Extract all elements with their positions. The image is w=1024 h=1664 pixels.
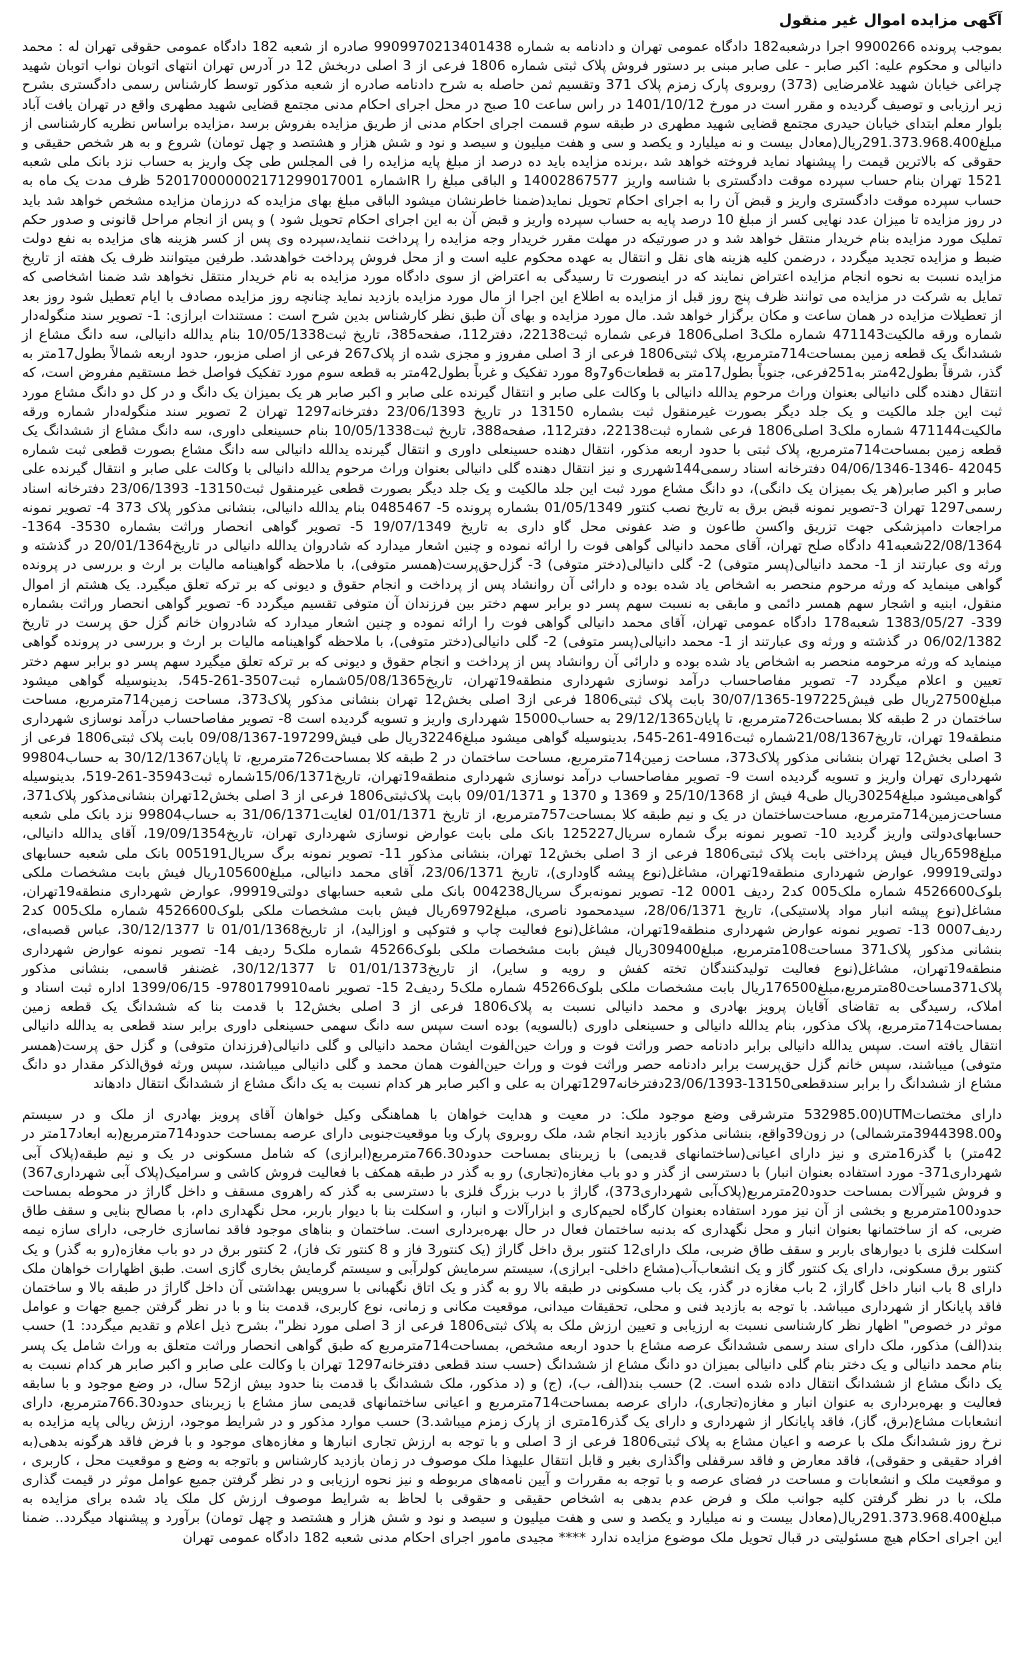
paragraph-separator [22,1094,1002,1106]
notice-paragraph-property-valuation: دارای مختصاتUTM(532985.00 مترشرقی وضع موجود ملک: در معیت و هدایت خواهان با هماهنگی وکیل خواهان آقای پرویز بهادری از ملک و در سیستم و3944398.00مترشمالی) در زون39واقع، بنشانی مذکور بازدید انجام شد، ملک روبروی پارک وبا موقعیت‌جنوبی دارای عرصه بمساحت حدود714مترمربع(به ابعاد17متر در 42متر) با گذر16متری و نیز دارای اعیانی(ساختمانهای قدیمی) با زیربنای بمساحت حدود766.30مترمربع(ابرازی) که شامل مسکونی در یک و نیم طبقه(پلاک آبی شهرداری371- مورد استفاده بعنوان انبار) با دسترسی از گذر و دو باب مغازه(تجاری) رو به گذر در طبقه همکف با فعالیت فروش کاشی و سرامیک(پلاک آبی شهرداری367) و فروش شیرآلات بمساحت حدود20مترمربع(پلاک‌آبی شهرداری373)، گاراژ با درب بزرگ فلزی با دسترسی به گذر که راهروی مسقف و داخل گاراژ در محوطه بمساحت حدود100مترمربع و بخشی از آن نیز مورد استفاده بعنوان کارگاه لحیم‌کاری و ابزارآلات و انبار، و اسکلت بنا با دیوار باربر، محل نگهداری دام، با مصالح بنایی و سقف طاق ضربی، که از ساختمانها بعنوان انبار و محل نگهداری که بدنبه ساختمان فعال در حال بهره‌برداری است. ساختمان و بناهای موجود فاقد نماسازی خارجی، دارای سازه نیمه اسکلت فلزی با دیوارهای باربر و سقف طاق ضربی، ملک دارای12 کنتور برق داخل گاراژ (یک کنتور3 فاز و 8 کنتور تک فاز)، 2 کنتور برق در دو باب مغازه(رو به گذر) و یک کنتور برق مسکونی، دارای یک کنتور گاز و یک انشعاب‌آب(مشاع داخلی- ابرازی)، سیستم سرمایش کولرآبی و سیستم گرمایش بخاری گازی است. طبق اظهارات خواهان ملک دارای 8 باب انبار داخل گاراژ، 2 باب مغازه در گذر، یک باب مسکونی در طبقه بالا رو به گذر و یک اتاق نگهبانی با سرویس بهداشتی آن داخل گاراژ در طبقه بالا و ساختمان فاقد پایانکار از شهرداری میباشد. با توجه به بازدید فنی و محلی، تحقیقات میدانی، موقعیت مکانی و زمانی، نوع کاربری، قدمت بنا و با در نظر گرفتن جمیع جهات و عوامل موثر در خصوص" اظهار نظر کارشناسی نسبت به ارزیابی و تعیین ارزش ملک به پلاک ثبتی1806 فرعی از 3 اصلی مورد نظر"، بشرح ذیل اعلام و تقدیم میگردد: 1) حسب بند(الف) مذکور، ملک دارای سند رسمی ششدانگ عرصه مشاع با حدود اربعه مشخص، بمساحت714مترمربع که طبق گواهی انحصار وراثت متعلق به وراث شامل یک پسر بنام محمد دانیالی و یک دختر بنام گلی دانیالی بمیزان دو دانگ مشاع از ششدانگ (حسب سند قطعی دفترخانه1297 تهران با وکالت علی صابر و اکبر صابر هر کدام نسبت به یک دانگ مشاع از ششدانگ انتقال داده شده است. 2) حسب بند(الف، ب)، (ج) و (د مذکور، ملک ششدانگ با قدمت بنا حدود بیش از52 سال، در وضع موجود و با سابقه فعالیت و بهره‌برداری به عنوان انبار و مغازه(تجاری)، دارای عرصه بمساحت714مترمربع و اعیانی ساختمانهای قدیمی ساز مشاع با زیربنای حدود766.30مترمربع، دارای انشعابات مشاع(برق، گاز)، فاقد پایانکار از شهرداری و دارای یک گذر16متری از پارک زمزم میباشد.3) حسب موارد مذکور و در شرایط موجود، ارزش ریالی پایه مزایده به نرخ روز ششدانگ ملک با عرصه و اعیان مشاع به پلاک ثبتی1806 فرعی از 3 اصلی و با توجه به ارزش تجاری انبارها و مغازه‌های موجود و با فرض فاقد هرگونه بدهی(به افراد حقیقی و حقوقی)، فاقد معارض و فاقد سرقفلی واگذاری بغیر و قابل انتقال علیهذا ملک موصوف در زمان بازدید کارشناس و باتوجه به وضع و موقعیت محل ، کاربری ، و موقعیت ملک و انشعابات و مساحت در فضای عرصه و با توجه به مقررات و آیین نامه‌های مربوطه و نیز نحوه ارزیابی و در نظر گرفتن جمیع عوامل موثر در قیمت گذاری ملک، با در نظر گرفتن کلیه جوانب ملک و فرض عدم بدهی به اشخاص حقیقی و حقوقی با لحاظ به شرایط موصوف ارزش کل ملک یاد شده برای مزایده به مبلغ291.373.968.400ریال(معادل بیست و نه میلیارد و یکصد و سی و هفت میلیون و سیصد و نود و شش هزار و هشتصد و چهل تومان) برآورد و پیشنهاد میگردد.. ضمنا این اجرای احکام هیچ مسئولیتی در قبال تحویل ملک موضوع مزایده ندارد **** مجیدی مامور اجرای احکام مدنی شعبه 182 دادگاه عمومی تهران [22,1107,1003,1546]
notice-paragraph-case-details: بموجب پرونده 9900266 اجرا درشعبه182 دادگاه عمومی تهران و دادنامه به شماره 9909970213401438 صادره از شعبه 182 دادگاه عمومی حقوقی تهران له : محمد دانیالی و محکوم علیه: اکبر صابر - علی صابر مبنی بر دستور فروش پلاک ثبتی شماره 1806 فرعی از 3 اصلی دربخش 12 در آدرس تهران انتهای اتوبان نواب اتوبان شهید چراغی خیابان شهید غلامرضایی (373) روبروی پارک زمزم پلاک 371 وتقسیم ثمن حاصله به شرح دادنامه صادره از شعبه مذکور توسط کارشناس رسمی دادگستری بشرح زیر ارزیابی و توصیف گردیده و مقرر است در مورخ 1401/10/12 در راس ساعت 10 صبح در محل اجرای احکام مدنی مجتمع قضایی شهید مطهری واقع در تهران یافت آباد بلوار معلم ابتدای خیابان حیدری مجتمع قضایی شهید مطهری در طبقه سوم قسمت اجرای احکام مدنی از طریق مزایده بفروش برسد ،مزایده براساس نظریه کارشناسی از مبلغ291.373.968.400ریال(معادل بیست و نه میلیارد و یکصد و سی و هفت میلیون و سیصد و نود و شش هزار و هشتصد و چهل تومان) شروع و به هر شخص حقیقی و حقوقی که بالاترین قیمت را پیشنهاد نماید فروخته خواهد شد ،برنده مزایده باید ده درصد از مبلغ پایه مزایده را فی المجلس طی چک واریز به حساب نزد بانک ملی شعبه 1521 تهران بنام حساب سپرده موقت دادگستری با شناسه واریز 14002867577 و الباقی مبلغ را IRشماره 520170000002171299017001 ظرف مدت یک ماه به حساب سپرده موقت دادگستری واریز و قبض آن را به اجرای احکام تحویل نماید(ضمنا خاطرنشان میشود الباقی مبلغ بهای مزایده که درزمان مزایده مشخص خواهد شد باید در روز مزایده تا میزان عدد نهایی کسر از مبلغ 10 درصد پایه به حساب سپرده واریز و قبض آن به این اجرای احکام تحویل شود ) و پس از انجام مراحل قانونی و صدور حکم تملیک مورد مزایده بنام خریدار منتقل خواهد شد و در صورتیکه در مهلت مقرر خریدار وجه مزایده را پرداخت ننماید،سپرده وی پس از کسر هزینه های مزایده به نفع دولت ضبط و مزایده تجدید میگردد ، درضمن کلیه هزینه های نقل و انتقال به عهده محکوم علیه است و از محل فروش پرداخت خواهدشد. طرفین میتوانند ظرف یک هفته از تاریخ مزایده نسبت به نحوه انجام مزایده اعتراض نمایند که در اینصورت تا رسیدگی به اعتراض از سوی دادگاه مورد مزایده به نام خریدار منتقل نخواهد شد ضمنا اشخاصی که تمایل به شرکت در مزایده می توانند ظرف پنج روز قبل از مزایده به اطلاع این اجرا از مال مورد مزایده بازدید نماید چنانچه روز مزایده مصادف با ایام تعطیل شود روز بعد از تعطیلات مزایده در همان ساعت و مکان برگزار خواهد شد. مال مورد مزایده و بهای آن طبق نظر کارشناس بدین شرح است : مستندات ابرازی: 1- تصویر سند منگوله‌دار شماره ورقه مالکیت471143 شماره ملک3 اصلی1806 فرعی شماره ثبت22138، دفتر112، صفحه385، تاریخ ثبت10/05/1338 بنام یدالله دانیالی، سه دانگ مشاع از ششدانگ یک قطعه زمین بمساحت714مترمربع، پلاک ثبتی1806 فرعی از 3 اصلی مفروز و مجزی شده از پلاک267 فرعی از اصلی مزبور، حدود اربعه شمالاً بطول17متر به گذر، شرقاً بطول42متر به251فرعی، جنوباً بطول17متر به قطعات6و7و8 مورد تفکیک و غرباً بطول42متر به قطعه سوم مورد تفکیک فواصل خط مستقیم مفروض است، که انتقال دهنده گلی دانیالی بعنوان وراث مرحوم یدالله دانیالی با وکالت علی صابر و انتقال گیرنده علی صابر و اکبر صابر هر یک بمیزان یک دانگ و در کل دو دانگ مشاع مورد ثبت این جلد مالکیت و یک جلد دیگر بصورت غیرمنقول ثبت بشماره 13150 در تاریخ 23/06/1393 دفترخانه1297 تهران 2 تصویر سند منگوله‌دار شماره ورقه مالکیت471144 شماره ملک3 اصلی1806 فرعی شماره ثبت22138، دفتر112، صفحه388، تاریخ ثبت10/05/1338 بنام حسینعلی داوری، سه دانگ مشاع از ششدانگ یک قطعه زمین بمساحت714مترمربع، پلاک ثبتی با حدود اربعه مذکور، انتقال دهنده حسینعلی داوری و انتقال گیرنده یدالله دانیالی سه دانگ مشاع بصورت قطعی ثبت شماره 42045 -1346-04/06/1346 دفترخانه اسناد رسمی144شهرری و نیز انتقال دهنده گلی دانیالی بعنوان وراث مرحوم یدالله دانیالی با وکالت علی صابر و انتقال گیرنده علی صابر و اکبر صابر(هر یک بمیزان یک دانگی)، دو دانگ مشاع مورد ثبت این جلد مالکیت و یک جلد دیگر بصورت قطعی غیرمنقول ثبت13150- 23/06/1393 دفترخانه اسناد رسمی1297 تهران 3-تصویر نمونه قبض برق به تاریخ نصب کنتور 01/05/1349 بشماره پرونده 5- 0485467 بنام یدالله دانیالی، بنشانی مذکور پلاک 373 4- تصویر نمونه مراجعات دامپزشکی جهت تزریق واکسن طاعون و ضد عفونی محل گاو داری به تاریخ 19/07/1349 5- تصویر گواهی انحصار وراثت بشماره 3530- 1364- 22/08/1364شعبه41 دادگاه صلح تهران، آقای محمد دانیالی گواهی فوت را ارائه نموده و چنین اشعار میدارد که شادروان یدالله دانیالی در تاریخ20/01/1364 در گذشته و ورثه وی عبارتند از 1- محمد دانیالی(پسر متوفی) 2- گلی دانیالی(دختر متوفی) 3- گزل‌حق‌پرست(همسر متوفی)، با ملاحظه گواهینامه مالیات بر ارث و بررسی در پرونده گواهی مینماید که ورثه مرحوم منحصر به اشخاص یاد شده بوده و دارائی آن روانشاد پس از پرداخت و انجام حقوق و دیونی که بر ترکه تعلق میگیرد. یک هشتم از اموال منقول، ابنیه و اشجار سهم همسر دائمی و مابقی به نسبت سهم پسر دو برابر سهم دختر بین فرزندان آن متوفی تقسیم میگردد 6- تصویر گواهی انحصار وراثت بشماره 339- 1383/05/27 شعبه178 دادگاه عمومی تهران، آقای محمد دانیالی گواهی فوت را ارائه نموده و چنین اشعار میدارد که شادروان خانم گزل حق پرست در تاریخ 06/02/1382 در گذشته و ورثه وی عبارتند از 1- محمد دانیالی(پسر متوفی) 2- گلی دانیالی(دختر متوفی)، با ملاحظه گواهینامه مالیات بر ارث و بررسی در پرونده گواهی مینماید که ورثه مرحومه منحصر به اشخاص یاد شده بوده و دارائی آن روانشاد پس از پرداخت و انجام حقوق و دیونی که بر ترکه تعلق میگیرد سهم پسر دو برابر سهم دختر تعیین و اعلام میگردد 7- تصویر مفاصاحساب درآمد نوسازی شهرداری منطقه19تهران، تاریخ05/08/1365شماره ثبت3507-261-545، بدینوسیله گواهی میشود مبلغ27500ریال طی فیش197225-30/07/1365 بابت پلاک ثبتی1806 فرعی از3 اصلی بخش12 تهران بنشانی مذکور پلاک373، مساحت زمین714مترمربع، مساحت ساختمان در 2 طبقه کلا بمساحت726مترمربع، تا پایان29/12/1365 به حساب15000 شهرداری واریز و تسویه گردیده است 8- تصویر مفاصاحساب درآمد نوسازی شهرداری منطقه19 تهران، تاریخ21/08/1367شماره ثبت4916-261-545، بدینوسیله گواهی میشود مبلغ32246ریال طی فیش197299-09/08/1367 بابت پلاک ثبتی1806 فرعی از 3 اصلی بخش12 تهران بنشانی مذکور پلاک373، مساحت زمین714مترمربع، مساحت ساختمان در 2 طبقه کلا بمساحت726مترمربع، تا پایان30/12/1367 به حساب99804 شهرداری تهران واریز و تسویه گردیده است 9- تصویر مفاصاحساب درآمد نوسازی شهرداری منطقه19تهران، تاریخ15/06/1371شماره ثبت35943-261-519، بدینوسیله گواهی‌میشود مبلغ30254ریال طی4 فیش از 25/10/1368 و 1369 و 1370 و 09/01/1371 بابت پلاک‌ثبتی1806 فرعی از 3 اصلی بخش12تهران بنشانی‌مذکور پلاک371، مساحت‌زمین714مترمربع، مساحت‌ساختمان در یک و نیم طبقه کلا بمساحت757مترمربع، از تاریخ 01/01/1371 لغایت31/06/1371 به حساب99804 نزد بانک ملی شعبه حسابهای‌دولتی واریز گردید 10- تصویر نمونه برگ شماره سریال125227 بانک ملی بابت عوارض نوسازی شهرداری تهران، تاریخ19/09/1354، آقای یدالله دانیالی، مبلغ6598ریال فیش پرداختی بابت پلاک ثبتی1806 فرعی از 3 اصلی بخش12 تهران، بنشانی مذکور 11- تصویر نمونه برگ سریال005191 بانک ملی شعبه حسابهای دولتی99919، عوارض شهرداری منطقه19تهران، مشاغل(نوع پیشه گاوداری)، تاریخ 23/06/1371، آقای محمد دانیالی، مبلغ105600ریال فیش بابت مشخصات ملکی بلوک4526600 شماره ملک005 کد2 ردیف 0001 12- تصویر نمونه‌برگ سریال004238 بانک ملی شعبه حسابهای دولتی99919، عوارض شهرداری منطقه19تهران، مشاغل(نوع پیشه انبار مواد پلاستیکی)، تاریخ 28/06/1371، سیدمحمود ناصری، مبلغ69792ریال فیش بابت مشخصات ملکی بلوک4526600 شماره ملک005 کد2 ردیف0007 13- تصویر نمونه عوارض شهرداری منطقه19تهران، مشاغل(نوع فعالیت چاپ و فتوکپی و اوزالید)، از تاریخ01/01/1368 تا 30/12/1377، عباس قصبه‌ای، بنشانی مذکور پلاک371 مساحت108مترمربع، مبلغ309400ریال فیش بابت مشخصات ملکی بلوک45266 شماره ملک5 ردیف 14- تصویر نمونه عوارض شهرداری منطقه19تهران، مشاغل(نوع فعالیت تولیدکنندگان تخته کفش و رویه و سایر)، از تاریخ01/01/1373 تا 30/12/1377، غضنفر قاسمی، بنشانی مذکور پلاک371مساحت80مترمربع،مبلغ176500ریال بابت مشخصات ملکی بلوک45266 شماره ملک5 ردیف2 15- تصویر نامه9780179910- 1399/06/15 اداره ثبت اسناد و املاک، رسیدگی به تقاضای آقایان پرویز بهادری و محمد دانیالی نسبت به پلاک1806 فرعی از 3 اصلی بخش12 با قدمت بنا که ششدانگ یک قطعه زمین بمساحت714مترمربع، پلاک مذکور، بنام یدالله دانیالی و حسینعلی داوری (بالسویه) بوده است سپس سه دانگ سهمی حسینعلی داوری برابر سند قطعی به یدالله دانیالی انتقال یافته است. سپس یدالله دانیالی برابر دادنامه حصر وراثت فوت و وراث حین‌الفوت ایشان محمد دانیالی و گلی دانیالی(فرزندان متوفی) و گزل حق پرست(همسر متوفی) میباشند، سپس خانم گزل حق‌پرست برابر دادنامه حصر وراثت فوت و وراث حین‌الفوت همان محمد و گلی دانیالی میباشند، سپس ورثه فوق‌الذکر مقدار دو دانگ مشاع از ششدانگ را برابر سندقطعی13150-23/06/1393دفترخانه1297تهران به علی و اکبر صابر هر کدام نسبت به یک دانگ مشاع از ششدانگ انتقال دادهاند [22,39,1003,1092]
notice-title: آگهی مزایده اموال غیر منقول [778,11,1002,29]
